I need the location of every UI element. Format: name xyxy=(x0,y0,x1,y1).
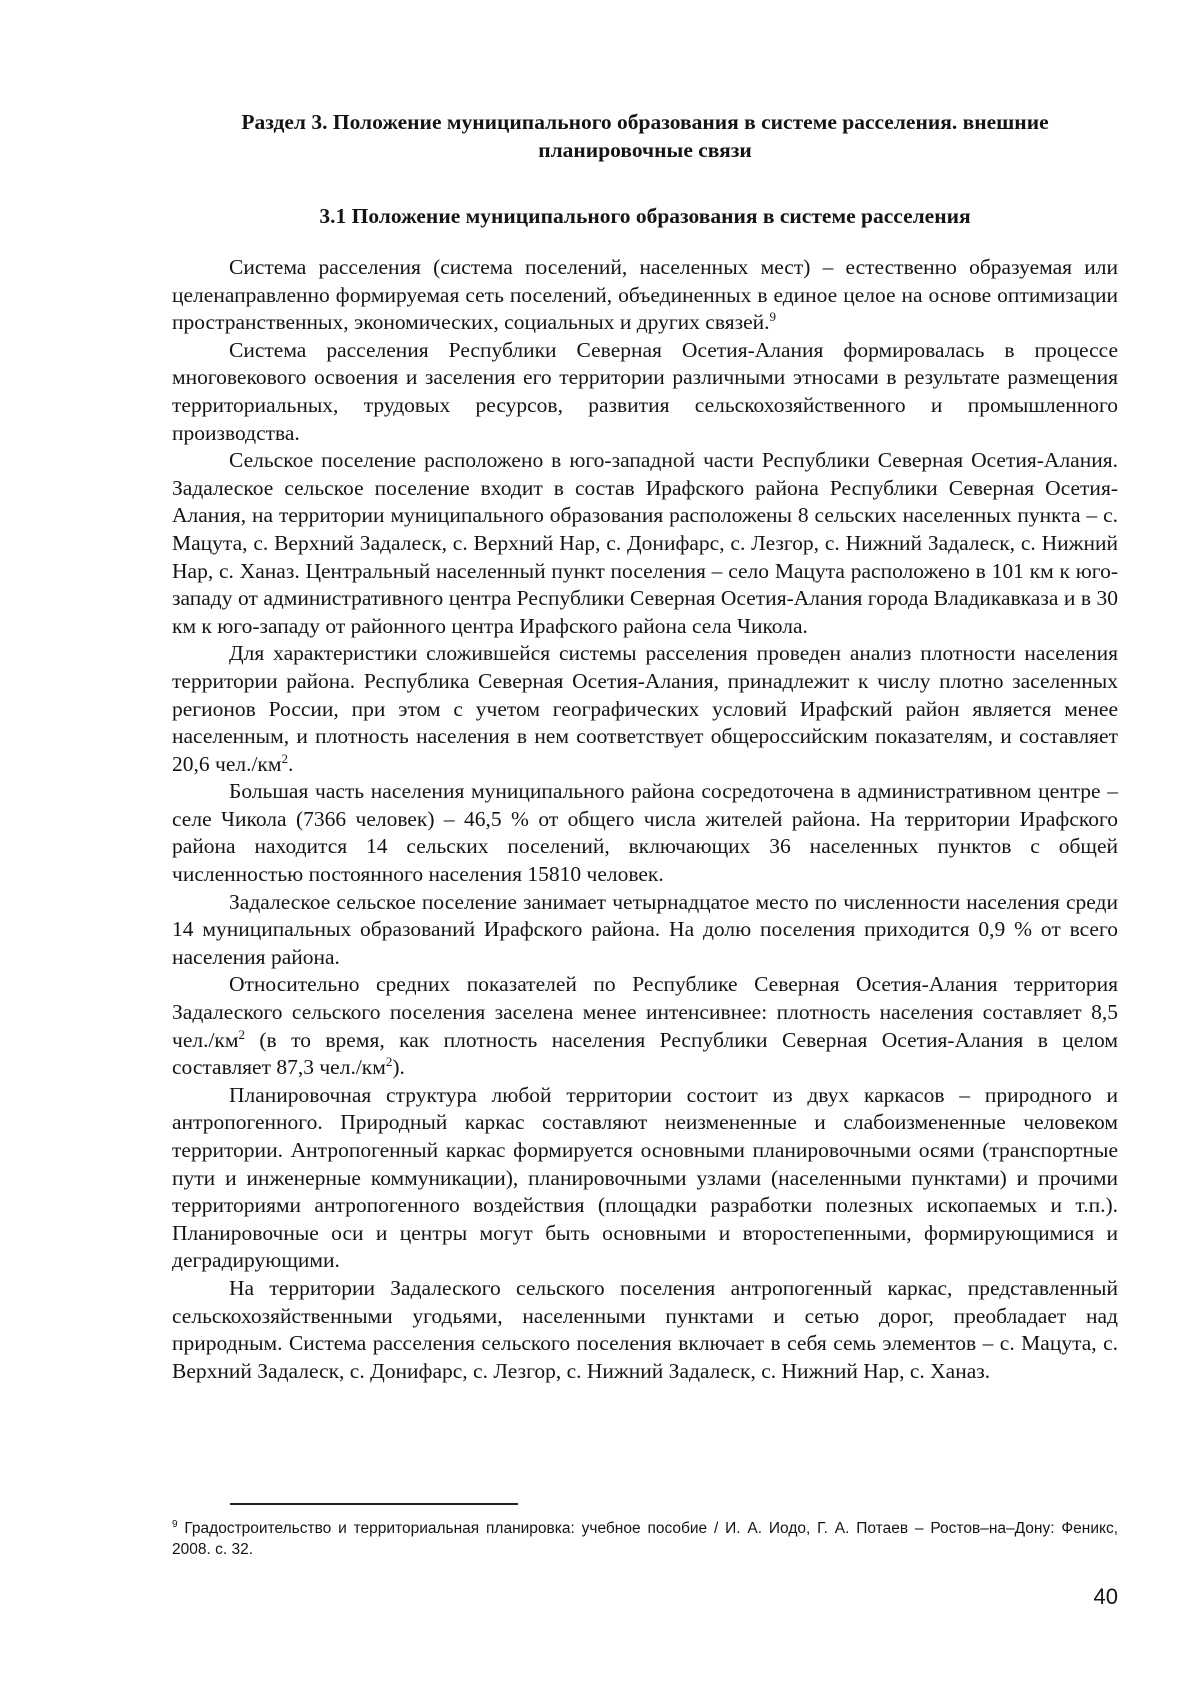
paragraph-7 xyxy=(172,971,1118,1081)
footnote-mark: 9 xyxy=(172,1518,178,1530)
page-number: 40 xyxy=(1093,1584,1118,1609)
footnote-reference[interactable]: 9 xyxy=(769,309,777,325)
section-title: Раздел 3. Положение муниципального образования в системе расселения. внешние планировочные связи xyxy=(241,110,1049,162)
superscript-2: 2 xyxy=(281,750,288,766)
paragraph-1-text: Система расселения (система поселений, населенных мест) – естественно образуемая или целенаправленно формируемая сеть поселений, объединенных в единое целое на основе оптимизации пространственных, экономических, социальных и других связей. xyxy=(172,255,1118,335)
paragraph-1 xyxy=(172,254,1118,337)
paragraph-4-end: . xyxy=(287,751,294,776)
footnote-text: Градостроительство и территориальная планировка: учебное пособие / И. А. Иодо, Г. А. Потаев – Ростов–на–Дону: Феникс, 2008. с. 32. xyxy=(172,1520,1118,1558)
paragraph-2: Система расселения Республики Северная Осетия-Алания формировалась в процессе многовекового освоения и заселения его территории различными этносами в результате размещения территориальных, трудовых ресурсов, развития сельскохозяйственного и промышленного производства. xyxy=(172,337,1118,445)
paragraph-7-middle: (в то время, как плотность населения Республики Северная Осетия-Алания в целом составляет 87,3 чел./км xyxy=(172,1027,1118,1080)
footnote xyxy=(172,1518,1118,1560)
body-text xyxy=(172,254,1118,1385)
paragraph-4 xyxy=(172,640,1118,778)
paragraph-5: Большая часть населения муниципального района сосредоточена в административном центре – селе Чикола (7366 человек) – 46,5 % от общего числа жителей района. На территории Ирафского района находится 14 сельских поселений, включающих 36 населенных пунктов с общей численностью постоянного населения 15810 человек. xyxy=(172,779,1118,887)
paragraph-7-end: ). xyxy=(392,1055,405,1080)
paragraph-4-text: Для характеристики сложившейся системы расселения проведен анализ плотности населения территории района. Республика Северная Осетия-Алания, принадлежит к числу плотно заселенных регионов России, при этом с учетом географических условий Ирафский район является менее населенным, и плотность населения в нем соответствует общероссийским показателям, и составляет 20,6 чел./км xyxy=(172,641,1118,776)
paragraph-7-text: Относительно средних показателей по Республике Северная Осетия-Алания территория Задалеского сельского поселения заселена менее интенсивнее: плотность населения составляет 8,5 чел./км xyxy=(172,972,1118,1052)
footnote-divider xyxy=(230,1503,518,1505)
subsection-title: 3.1 Положение муниципального образования в системе расселения xyxy=(319,204,971,228)
paragraph-9: На территории Задалеского сельского поселения антропогенный каркас, представленный сельскохозяйственными угодьями, населенными пунктами и сетью дорог, преобладает над природным. Система расселения сельского поселения включает в себя семь элементов – с. Мацута, с. Верхний Задалеск, с. Донифарс, с. Лезгор, с. Нижний Задалеск, с. Нижний Нар, с. Ханаз. xyxy=(172,1275,1118,1383)
superscript-2: 2 xyxy=(385,1054,393,1070)
paragraph-3: Сельское поселение расположено в юго-западной части Республики Северная Осетия-Алания. Задалеское сельское поселение входит в состав Ирафского района Республики Северная Осетия-Алания, на территории муниципального образования расположены 8 сельских населенных пункта – с. Мацута, с. Верхний Задалеск, с. Верхний Нар, с. Донифарс, с. Лезгор, с. Нижний Задалеск, с. Нижний Нар, с. Ханаз. Центральный населенный пункт поселения – село Мацута расположено в 101 км к юго-западу от административного центра Республики Северная Осетия-Алания города Владикавказа и в 30 км к юго-западу от районного центра Ирафского района села Чикола. xyxy=(172,448,1118,638)
superscript-2: 2 xyxy=(238,1026,245,1042)
paragraph-6: Задалеское сельское поселение занимает четырнадцатое место по численности населения среди 14 муниципальных образований Ирафского района. На долю поселения приходится 0,9 % от всего населения района. xyxy=(172,889,1118,969)
document-page xyxy=(172,108,1118,1385)
paragraph-8: Планировочная структура любой территории состоит из двух каркасов – природного и антропогенного. Природный каркас составляют неизмененные и слабоизмененные человеком территории. Антропогенный каркас формируется основными планировочными осями (транспортные пути и инженерные коммуникации), планировочными узлами (населенными пунктами) и прочими территориями антропогенного воздействия (площадки разработки полезных ископаемых и т.п.). Планировочные оси и центры могут быть основными и второстепенными, формирующимися и деградирующими. xyxy=(172,1082,1118,1273)
